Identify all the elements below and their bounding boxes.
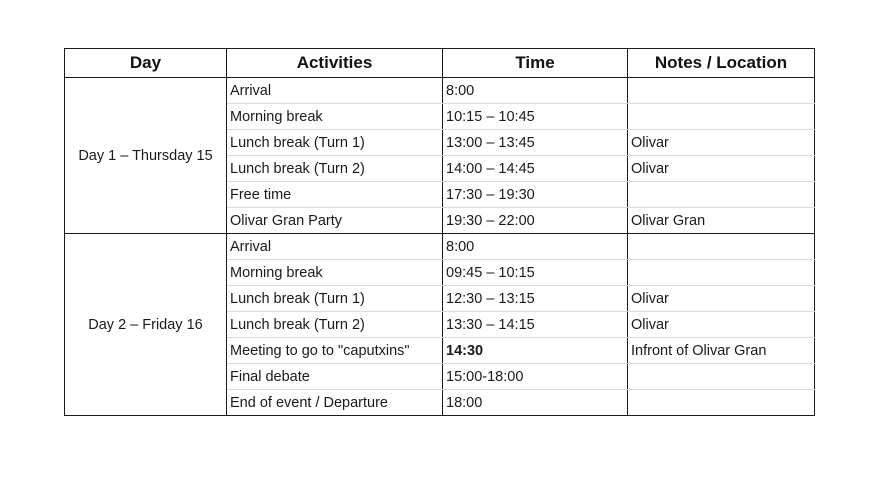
time-cell: 18:00 bbox=[443, 390, 628, 416]
notes-cell: Olivar bbox=[628, 156, 815, 182]
activity-cell: Arrival bbox=[227, 78, 443, 104]
activity-cell: Lunch break (Turn 1) bbox=[227, 286, 443, 312]
header-activities: Activities bbox=[227, 49, 443, 78]
activity-cell: Final debate bbox=[227, 364, 443, 390]
notes-cell: Olivar bbox=[628, 286, 815, 312]
day-cell-day1: Day 1 – Thursday 15 bbox=[65, 78, 227, 234]
activity-cell: Free time bbox=[227, 182, 443, 208]
activity-cell: Morning break bbox=[227, 104, 443, 130]
time-cell: 12:30 – 13:15 bbox=[443, 286, 628, 312]
notes-cell: Olivar bbox=[628, 130, 815, 156]
time-cell: 14:00 – 14:45 bbox=[443, 156, 628, 182]
activity-cell: End of event / Departure bbox=[227, 390, 443, 416]
notes-cell: Olivar Gran bbox=[628, 208, 815, 234]
notes-cell bbox=[628, 104, 815, 130]
activity-cell: Lunch break (Turn 2) bbox=[227, 156, 443, 182]
time-cell: 8:00 bbox=[443, 78, 628, 104]
notes-cell: Olivar bbox=[628, 312, 815, 338]
table-row bbox=[65, 234, 815, 260]
header-row bbox=[65, 49, 815, 78]
time-cell: 15:00-18:00 bbox=[443, 364, 628, 390]
time-cell: 13:30 – 14:15 bbox=[443, 312, 628, 338]
time-cell: 8:00 bbox=[443, 234, 628, 260]
activity-cell: Meeting to go to "caputxins" bbox=[227, 338, 443, 364]
time-cell: 17:30 – 19:30 bbox=[443, 182, 628, 208]
notes-cell bbox=[628, 182, 815, 208]
notes-cell: Infront of Olivar Gran bbox=[628, 338, 815, 364]
header-time: Time bbox=[443, 49, 628, 78]
notes-cell bbox=[628, 78, 815, 104]
time-cell: 19:30 – 22:00 bbox=[443, 208, 628, 234]
activity-cell: Morning break bbox=[227, 260, 443, 286]
schedule-table bbox=[64, 48, 815, 416]
notes-cell bbox=[628, 390, 815, 416]
time-cell: 13:00 – 13:45 bbox=[443, 130, 628, 156]
time-cell: 09:45 – 10:15 bbox=[443, 260, 628, 286]
time-cell-bold: 14:30 bbox=[443, 338, 628, 364]
day-cell-day2: Day 2 – Friday 16 bbox=[65, 234, 227, 416]
notes-cell bbox=[628, 364, 815, 390]
activity-cell: Arrival bbox=[227, 234, 443, 260]
header-day: Day bbox=[65, 49, 227, 78]
header-notes: Notes / Location bbox=[628, 49, 815, 78]
notes-cell bbox=[628, 234, 815, 260]
activity-cell: Lunch break (Turn 1) bbox=[227, 130, 443, 156]
time-cell: 10:15 – 10:45 bbox=[443, 104, 628, 130]
table-row bbox=[65, 78, 815, 104]
activity-cell: Olivar Gran Party bbox=[227, 208, 443, 234]
notes-cell bbox=[628, 260, 815, 286]
activity-cell: Lunch break (Turn 2) bbox=[227, 312, 443, 338]
